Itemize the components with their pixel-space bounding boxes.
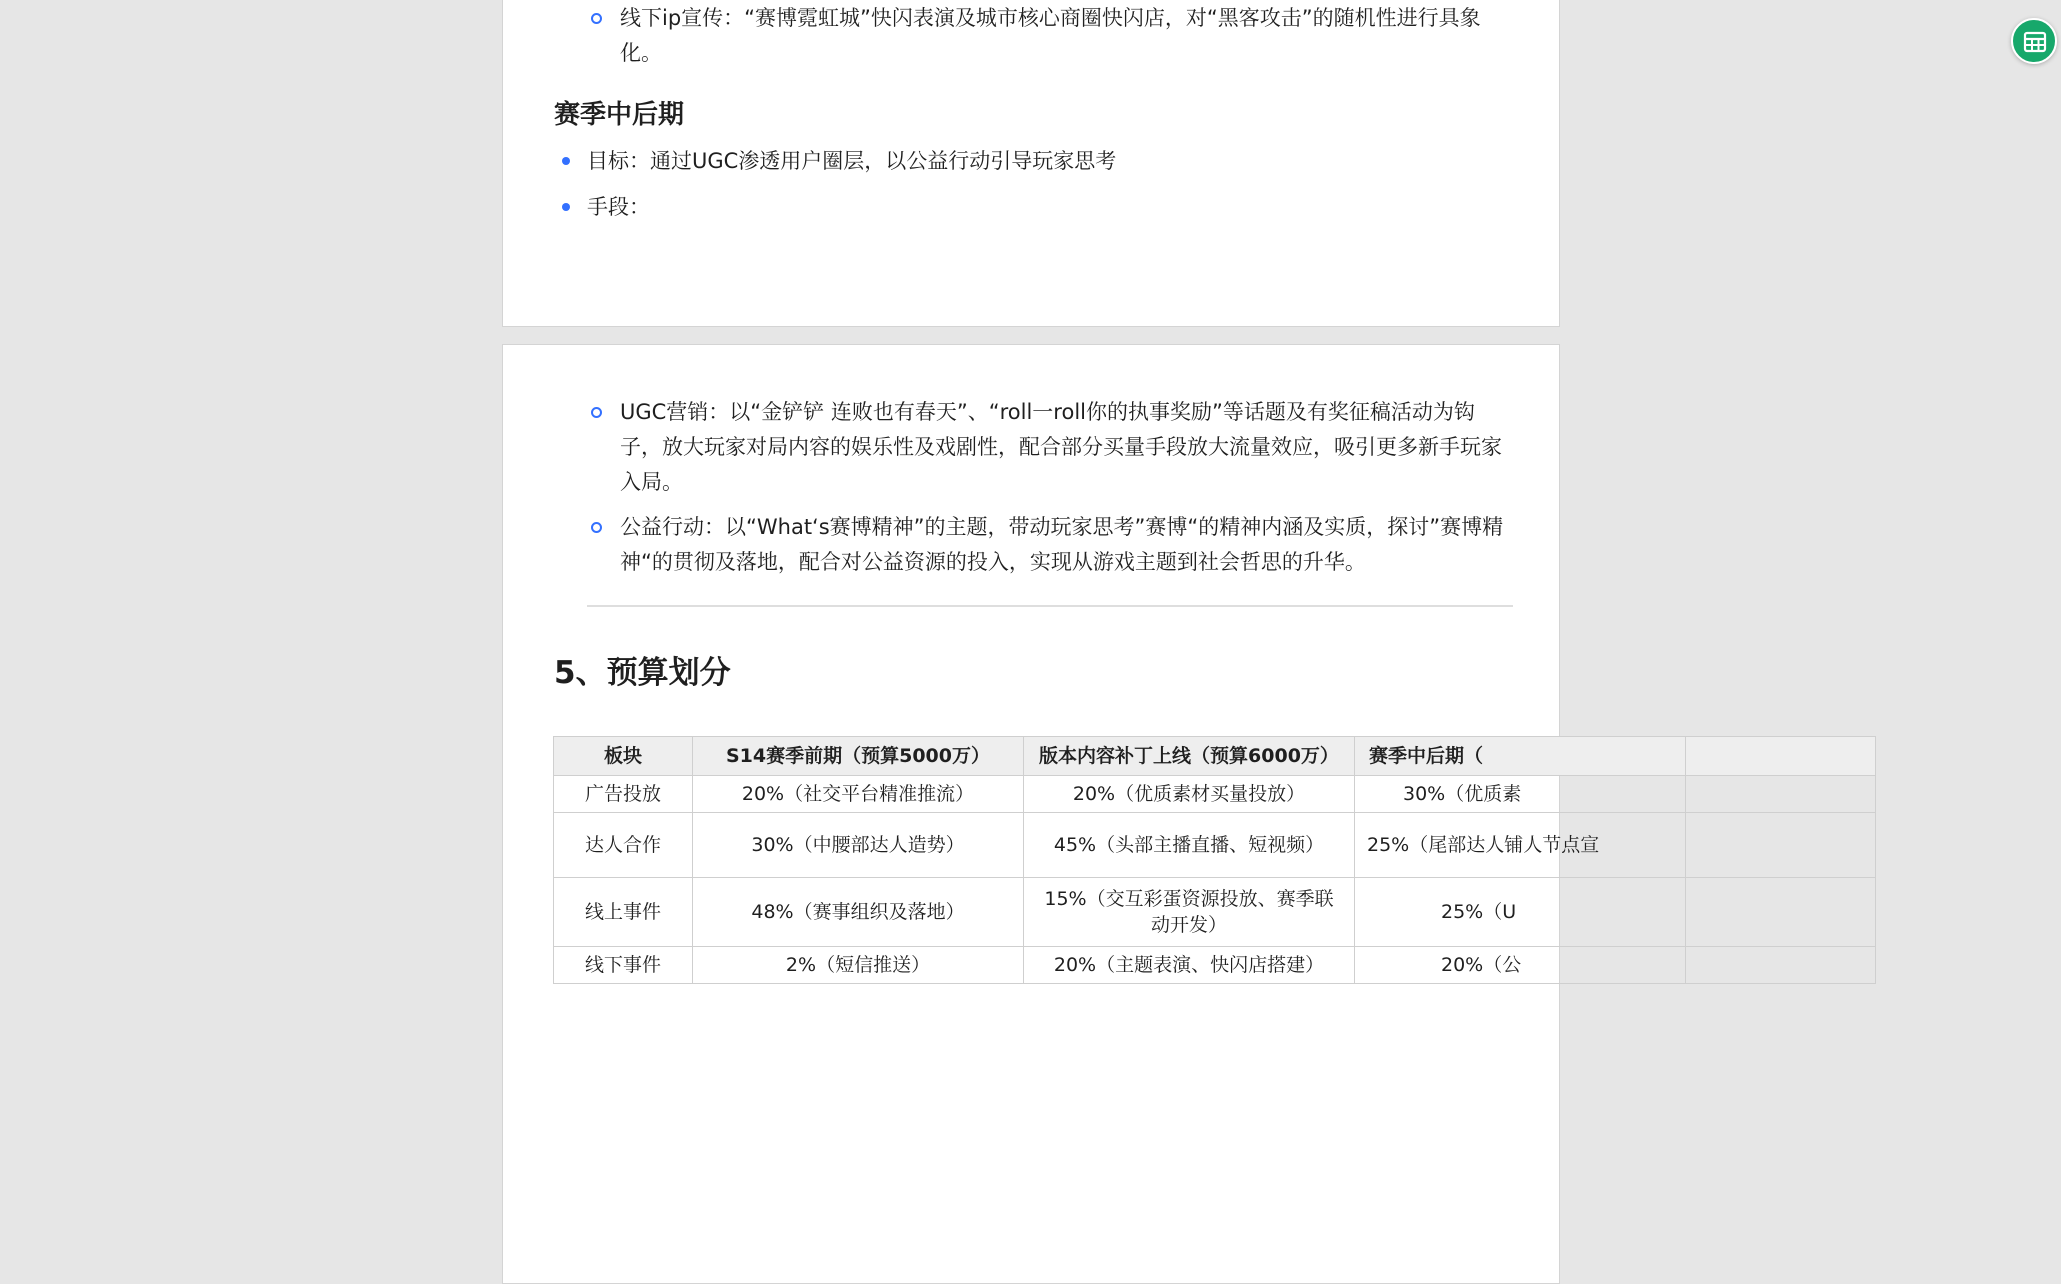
document-page-2: [502, 344, 1600, 1284]
table-cell: 广告投放: [554, 776, 693, 813]
table-cell: 2%（短信推送）: [693, 947, 1024, 984]
sub-list-item-text: UGC营销：以“金铲铲 连败也有春天”、“roll一roll你的执事奖励”等话题及有奖征稿活动为钩子，放大玩家对局内容的娱乐性及戏剧性，配合部分买量手段放大流量效应，吸引更多新手玩家入局。: [620, 400, 1502, 494]
table-row: [554, 878, 1876, 947]
sub-list-item-text: 公益行动：以“What‘s赛博精神”的主题，带动玩家思考”赛博“的精神内涵及实质，探讨”赛博精神“的贯彻及落地，配合对公益资源的投入，实现从游戏主题到社会哲思的升华。: [620, 515, 1504, 574]
table-cell: 线上事件: [554, 878, 693, 947]
table-header-cell: 版本内容补丁上线（预算6000万）: [1024, 737, 1355, 776]
table-cell: 30%（优质素: [1355, 776, 1686, 813]
section-subheading: 赛季中后期: [554, 100, 685, 130]
table-header-cell: [1686, 737, 1876, 776]
table-header-cell: 赛季中后期（: [1355, 737, 1686, 776]
bullet-item-goal: [587, 144, 1116, 179]
table-cell: 25%（尾部达人铺人节点宣: [1355, 813, 1686, 878]
table-cell: [1686, 878, 1876, 947]
bullet-item-means: [587, 190, 650, 225]
horizontal-divider: [587, 605, 1513, 607]
hollow-bullet-icon: [591, 522, 602, 533]
table-cell: [1686, 947, 1876, 984]
sub-list-item-ugc: [620, 395, 1510, 500]
table-cell: 20%（主题表演、快闪店搭建）: [1024, 947, 1355, 984]
table-cell: 45%（头部主播直播、短视频）: [1024, 813, 1355, 878]
table-cell: 达人合作: [554, 813, 693, 878]
table-cell: 48%（赛事组织及落地）: [693, 878, 1024, 947]
bullet-dot-icon: [562, 157, 570, 165]
table-row: [554, 813, 1876, 878]
sub-list-item-charity: [620, 510, 1510, 580]
table-cell: 20%（公: [1355, 947, 1686, 984]
hollow-bullet-icon: [591, 13, 602, 24]
sub-list-item-text: 线下ip宣传：“赛博霓虹城”快闪表演及城市核心商圈快闪店，对“黑客攻击”的随机性进行具象化。: [620, 6, 1481, 65]
hollow-bullet-icon: [591, 407, 602, 418]
table-cell: 20%（优质素材买量投放）: [1024, 776, 1355, 813]
document-page-1: [502, 0, 1560, 327]
table-header-cell: 板块: [554, 737, 693, 776]
table-cell: 15%（交互彩蛋资源投放、赛季联动开发）: [1024, 878, 1355, 947]
table-cell: 25%（U: [1355, 878, 1686, 947]
bullet-item-text: 手段：: [587, 195, 650, 219]
sub-list-item: [620, 1, 1510, 71]
table-icon: [2023, 30, 2047, 54]
bullet-item-text: 目标：通过UGC渗透用户圈层，以公益行动引导玩家思考: [587, 149, 1117, 173]
table-cell: 线下事件: [554, 947, 693, 984]
bullet-dot-icon: [562, 203, 570, 211]
table-row: [554, 947, 1876, 984]
section-heading: 5、预算划分: [554, 655, 731, 691]
table-row: [554, 776, 1876, 813]
table-cell: 20%（社交平台精准推流）: [693, 776, 1024, 813]
budget-table-container[interactable]: [553, 736, 1600, 986]
budget-table: [553, 736, 1876, 984]
table-header-cell: S14赛季前期（预算5000万）: [693, 737, 1024, 776]
floating-table-button[interactable]: [2011, 18, 2057, 64]
table-cell: 30%（中腰部达人造势）: [693, 813, 1024, 878]
table-header-row: [554, 737, 1876, 776]
table-cell: [1686, 813, 1876, 878]
table-cell: [1686, 776, 1876, 813]
